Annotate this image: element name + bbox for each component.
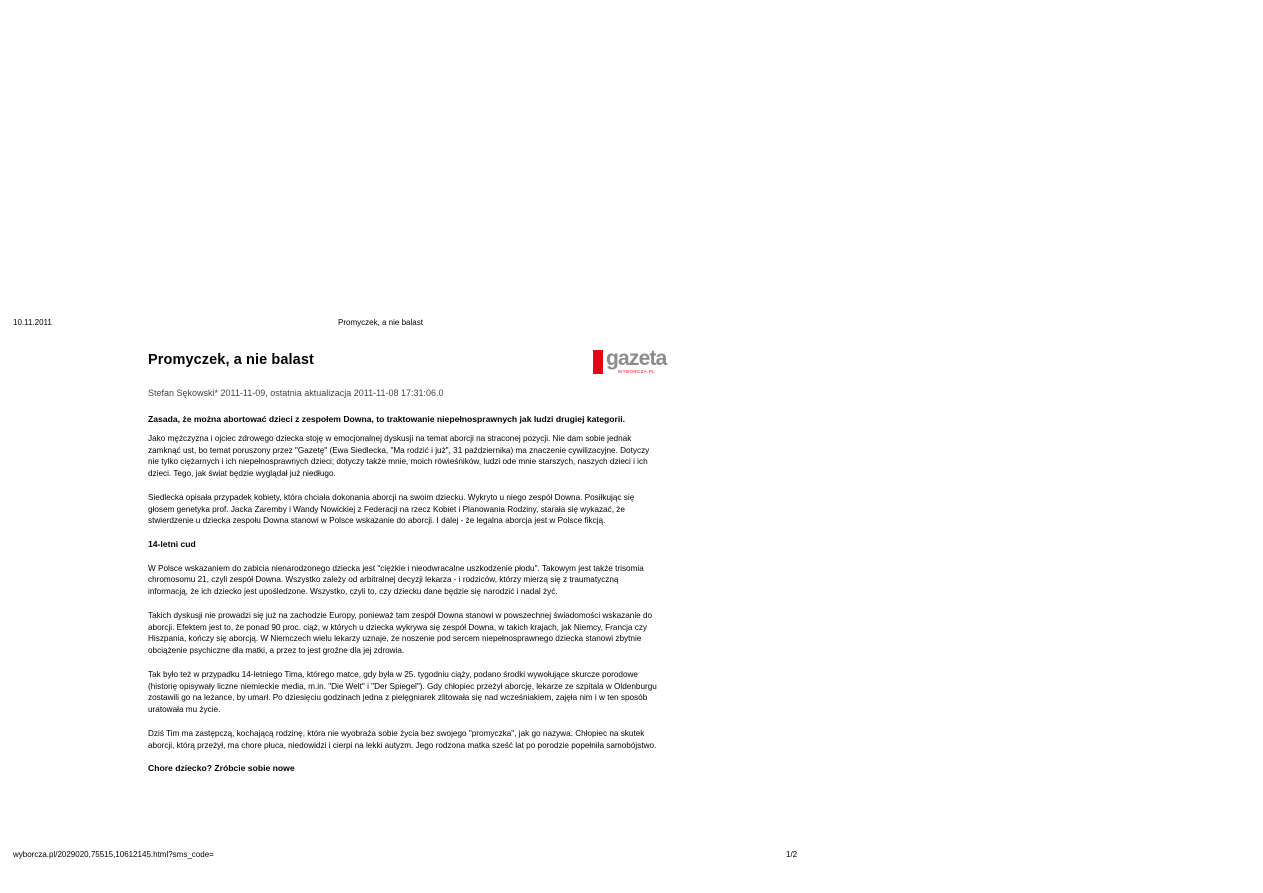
article-subheading: 14-letni cud [148,538,196,549]
article [148,347,667,774]
article-headline: Promyczek, a nie balast [148,352,314,368]
article-header [148,347,667,376]
article-paragraph: Tak było też w przypadku 14-letniego Tima, którego matce, gdy była w 25. tygodniu ciąży, podano środki wywołujące skurcze porodowe (historię opisywały liczne niemieckie media, m.in. "Die Welt" i "Der Spiegel"). Gdy chłopiec przeżył aborcję, lekarze ze szpitala w Oldenburgu zostawili go na leżance, by umarł. Po dziesięciu godzinach jedna z pielęgniarek zlitowała się nad wcześniakiem, zajęła nim i w ten sposób uratowała mu życie. [148,670,657,714]
article-paragraph: Takich dyskusji nie prowadzi się już na zachodzie Europy, ponieważ tam zespół Downa stanowi w powszechnej świadomości wskazanie do aborcji. Efektem jest to, że ponad 90 proc. ciąż, w których u dziecka wykrywa się zespół Downa, w takich krajach, jak Niemcy, Francja czy Hiszpania, kończy się aborcją. W Niemczech wielu lekarzy uznaje, że noszenie pod sercem niepełnosprawnego dziecka stanowi zbytnie obciążenie psychiczne dla matki, a przez to jest groźne dla jej zdrowia. [148,611,653,655]
article-paragraph: Dziś Tim ma zastępczą, kochającą rodzinę, która nie wyobraża sobie życia bez swojego "promyczka", jak go nazywa. Chłopiec na skutek aborcji, którą przeżył, ma chore płuca, niedowidzi i cierpi na lekki autyzm. Jego rodzona matka sześć lat po porodzie popełniła samobójstwo. [148,729,657,750]
article-paragraph: Jako mężczyzna i ojciec zdrowego dziecka stoję w emocjonalnej dyskusji na temat aborcji na straconej pozycji. Nie dam sobie jednak zamknąć ust, bo temat poruszony przez "Gazetę" (Ewa Siedlecka, "Ma rodzić i już", 31 października) ma znaczenie cywilizacyjne. Dotyczy nie tylko ciężarnych i ich niepełnosprawnych dzieci; dotyczy także mnie, moich rówieśników, ludzi ode mnie starszych, naszych dzieci i ich dzieci. Tego, jak świat będzie wyglądał już niedługo. [148,434,650,478]
article-lead: Zasada, że można abortować dzieci z zespołem Downa, to traktowanie niepełnosprawnych jak ludzi drugiej kategorii. [148,414,626,424]
print-header-title: Promyczek, a nie balast [338,318,423,327]
article-paragraph: Siedlecka opisała przypadek kobiety, która chciała dokonania aborcji na swoim dziecku. Wykryto u niego zespół Downa. Posiłkując się głosem genetyka prof. Jacka Zaremby i Wandy Nowickiej z Federacji na rzecz Kobiet i Planowania Rodziny, starała się wykazać, że stwierdzenie u dziecka zespołu Downa stanowi w Polsce wskazanie do aborcji. I dalej - że legalna aborcja jest w Polsce fikcją. [148,493,635,525]
logo-subtext: WYBORCZA.PL [618,369,656,374]
logo-wordmark: gazeta [606,347,667,370]
article-byline: Stefan Sękowski* 2011-11-09, ostatnia aktualizacja 2011-11-08 17:31:06.0 [148,388,444,398]
print-header-date: 10.11.2011 [13,318,52,327]
gazeta-logo[interactable] [593,347,667,376]
logo-red-mark [593,350,603,374]
article-subheading: Chore dziecko? Zróbcie sobie nowe [148,763,295,773]
print-footer-page-number: 1/2 [786,850,798,859]
article-paragraph: W Polsce wskazaniem do zabicia nienarodzonego dziecka jest "ciężkie i nieodwracalne uszkodzenie płodu". Takowym jest także trisomia chromosomu 21, czyli zespół Downa. Wszystko zależy od arbitralnej decyzji lekarza - i rodziców, którzy mierzą się z traumatyczną informacją, że ich dziecko jest upośledzone. Wszystko, czyli to, czy dziecku dane będzie się narodzić i nadal żyć. [148,563,644,596]
print-footer-url: wyborcza.pl/2029020,75515,10612145.html?sms_code= [13,850,214,859]
